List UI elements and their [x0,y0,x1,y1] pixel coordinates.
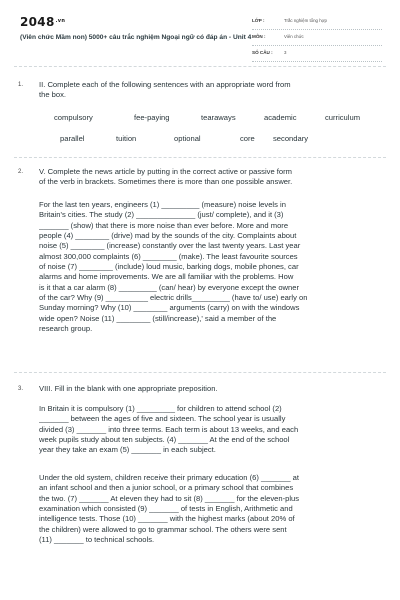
word-option: compulsory [54,113,93,122]
passage-line: In Britain it is compulsory (1) _________ for children to attend school (2) [39,404,282,413]
passage-line: an infant school and then a junior school, or a primary school that combines [39,483,294,493]
word-option: academic [264,113,297,122]
site-logo[interactable] [20,15,65,29]
meta-value: Trắc nghiệm tổng hợp [284,18,327,23]
meta-label: SỐ CÂU : [252,50,273,55]
question-number: 2. [18,169,24,175]
article-line: research group. [39,324,93,334]
prompt-line: VIII. Fill in the blank with one appropriate preposition. [39,384,218,393]
meta-subject-row [252,32,382,46]
article-line: of the car? Why (9) __________ electric drills_________ (have to/ use) early on [39,293,308,303]
document-meta [252,16,382,64]
article-line: noise (5) ________ (increase) constantly over the last twenty years. Last year [39,241,301,251]
passage-line: intelligence tests. Those (10) _______ with the highest marks (about 20% of [39,514,295,524]
meta-label: LỚP : [252,18,265,23]
question-number: 1. [18,82,24,88]
passage-line: divided (3) _______ into three terms. Each term is about 13 weeks, and each [39,424,299,434]
word-option: tuition [116,134,137,143]
meta-value: 3 [284,50,287,55]
passage-line: examination which consisted (9) _______ of tests in English, Arithmetic and [39,504,293,514]
divider [14,66,386,67]
passage-paragraph-2 [39,473,379,545]
question-prompt [39,80,385,101]
meta-count-row [252,48,382,62]
article-line: For the last ten years, engineers (1) _________ (measure) noise levels in [39,200,286,209]
passage-line: year they take an exam (5) _______ in each subject. [39,445,216,455]
word-option: parallel [60,134,85,143]
prompt-line: of the verb in brackets. Sometimes there is more than one possible answer. [39,177,293,187]
prompt-line: the box. [39,90,67,100]
article-line: alarms and home improvements. We are all familiar with the problems. How [39,272,294,282]
logo-suffix: .vn [55,18,66,24]
passage-line: _______ between the ages of five and sixteen. The school year is usually [39,414,286,424]
article-line: is it that a car alarm (8) _________ (can/ hear) by everyone except the owner [39,282,300,292]
passage-line: week pupils study about ten subjects. (4) _______ At the end of the school [39,435,290,445]
article-line: of noise (7) ________ (include) loud music, barking dogs, mobile phones, car [39,262,299,272]
meta-class-row [252,16,382,30]
news-article [39,200,379,334]
passage-line: Under the old system, children receive their primary education (6) _______ at [39,473,300,482]
question-prompt [39,384,385,394]
passage-paragraph-1 [39,404,379,456]
passage-line: (11) _______ to technical schools. [39,535,155,545]
passage-line: the two. (7) _______ At eleven they had to sit (8) _______ for the eleven-plus [39,493,300,503]
article-line: almost 300,000 complaints (6) ________ (make). The least favourite sources [39,251,298,261]
prompt-line: V. Complete the news article by putting in the correct active or passive form [39,167,292,176]
article-line: _______ (show) that there is more noise than ever before. More and more [39,220,289,230]
divider [14,372,386,373]
word-option: core [240,134,255,143]
word-option: secondary [273,134,309,143]
document-header [0,0,400,64]
document-title: (Viên chức Mầm non) 5000+ câu trắc nghiệm Ngoại ngữ có đáp án - Unit 4 [20,34,252,41]
word-option: tearaways [201,113,236,122]
question-number: 3. [18,386,24,392]
word-option: fee-paying [134,113,170,122]
divider [14,157,386,158]
article-line: Sunday morning? Why (10) ________ arguments (carry) on with the windows [39,303,300,313]
word-option: optional [174,134,201,143]
meta-value: Viên chức [284,34,304,39]
meta-label: MÔN : [252,34,266,39]
word-option: curriculum [325,113,361,122]
article-line: people (4) ________ (drive) mad by the sounds of the city. Complaints about [39,231,297,241]
logo-text: 2048 [20,15,55,29]
passage-line: the children) were allowed to go to grammar school. The others were sent [39,524,287,534]
article-line: wide open? Noise (11) ________ (still/increase),' said a member of the [39,313,277,323]
article-line: Britain's cities. The study (2) ______________ (just/ complete), and it (3) [39,210,284,220]
question-prompt [39,167,385,188]
prompt-line: II. Complete each of the following sentences with an appropriate word from [39,80,291,89]
